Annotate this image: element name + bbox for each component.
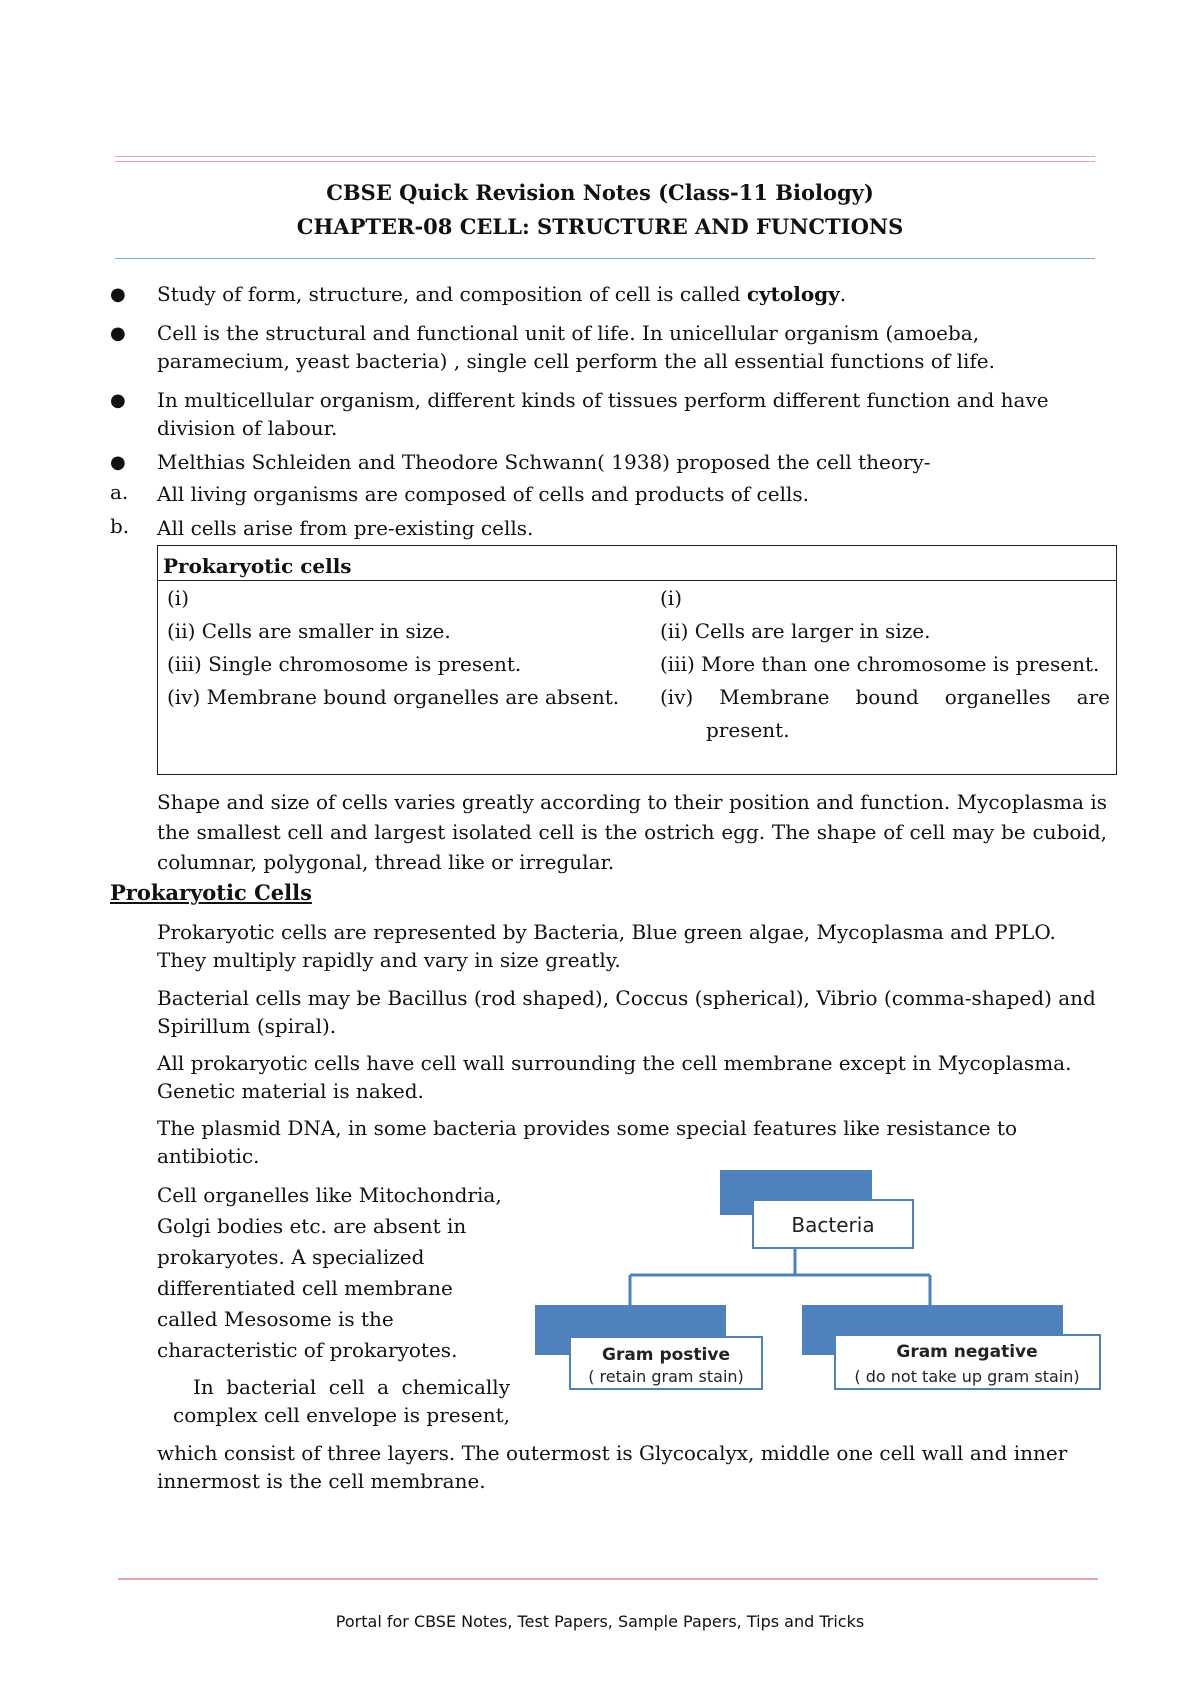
table-header-sep (157, 580, 1117, 581)
title-rule (115, 258, 1095, 259)
bacteria-classification-diagram (530, 1165, 1105, 1405)
top-rule-2 (115, 161, 1095, 162)
prok-para-6a: In bacterial cell a chemically complex cell envelope is present, (173, 1375, 510, 1427)
prok-para-6b: which consist of three layers. The outermost is Glycocalyx, middle one cell wall and inner innermost is the cell membrane. (157, 1441, 1068, 1493)
bullet-1: Study of form, structure, and composition of cell is called cytology. (157, 282, 847, 306)
shape-paragraph: Shape and size of cells varies greatly according to their position and function. Mycoplasma is the smallest cell and largest isolated cell is the ostrich egg. The shape of cell may be cuboid, columnar, polygonal, thread like or irregular. (157, 790, 1107, 874)
table-heading: Prokaryotic cells (163, 554, 352, 578)
left-row-1: (i) (167, 586, 190, 610)
right-row-2: (ii) Cells are larger in size. (660, 619, 931, 643)
prok-para-5: Cell organelles like Mitochondria, Golgi bodies etc. are absent in prokaryotes. A specialized differentiated cell membrane called Mesosome is the characteristic of prokaryotes. (157, 1183, 502, 1362)
footer-text: Portal for CBSE Notes, Test Papers, Sample Papers, Tips and Tricks (335, 1612, 865, 1631)
bullet-1-text: Study of form, structure, and composition of cell is called (157, 282, 747, 306)
right-row-3: (iii) More than one chromosome is present. (660, 652, 1100, 676)
left-row-4: (iv) Membrane bound organelles are absent. (167, 685, 620, 709)
theory-b-text: All cells arise from pre-existing cells. (157, 516, 534, 540)
gram-negative-title: Gram negative (896, 1342, 1038, 1362)
chapter-title: CHAPTER-08 CELL: STRUCTURE AND FUNCTIONS (296, 214, 904, 239)
table-left-col (167, 582, 637, 714)
theory-a-label: a. (110, 480, 129, 504)
gram-negative-sub: ( do not take up gram stain) (854, 1367, 1080, 1386)
footer-rule (118, 1578, 1098, 1580)
theory-a-text: All living organisms are composed of cells and products of cells. (157, 482, 809, 506)
bullet-dot: ● (110, 390, 126, 411)
prok-para-4: The plasmid DNA, in some bacteria provides some special features like resistance to antibiotic. (157, 1116, 1017, 1168)
table-right-col (660, 582, 1110, 747)
top-rule-1 (115, 156, 1095, 157)
bullet-2: Cell is the structural and functional unit of life. In unicellular organism (amoeba, paramecium, yeast bacteria) , single cell perform the all essential functions of life. (157, 321, 995, 373)
prok-para-2: Bacterial cells may be Bacillus (rod shaped), Coccus (spherical), Vibrio (comma-shaped) and Spirillum (spiral). (157, 986, 1096, 1038)
left-row-2: (ii) Cells are smaller in size. (167, 619, 451, 643)
root-label: Bacteria (791, 1213, 875, 1237)
prok-para-3: All prokaryotic cells have cell wall surrounding the cell membrane except in Mycoplasma. Genetic material is naked. (157, 1051, 1072, 1103)
prokaryotic-cells-heading: Prokaryotic Cells (110, 880, 312, 905)
gram-positive-sub: ( retain gram stain) (588, 1367, 744, 1386)
bullet-dot: ● (110, 284, 126, 305)
page-title: CBSE Quick Revision Notes (Class-11 Biology) (326, 180, 874, 205)
theory-b-label: b. (110, 514, 130, 538)
bullet-dot: ● (110, 452, 126, 473)
right-row-4: (iv) Membrane bound organelles are present. (660, 685, 1110, 742)
prok-para-1: Prokaryotic cells are represented by Bacteria, Blue green algae, Mycoplasma and PPLO. They multiply rapidly and vary in size greatly. (157, 920, 1056, 972)
bullet-4: Melthias Schleiden and Theodore Schwann( 1938) proposed the cell theory- (157, 450, 931, 474)
bullet-dot: ● (110, 323, 126, 344)
table-top-line (157, 545, 1117, 546)
cytology-term: cytology (746, 282, 840, 306)
bullet-3: In multicellular organism, different kinds of tissues perform different function and have division of labour. (157, 388, 1049, 440)
gram-positive-title: Gram postive (602, 1345, 730, 1365)
left-row-3: (iii) Single chromosome is present. (167, 652, 522, 676)
right-row-1: (i) (660, 586, 683, 610)
